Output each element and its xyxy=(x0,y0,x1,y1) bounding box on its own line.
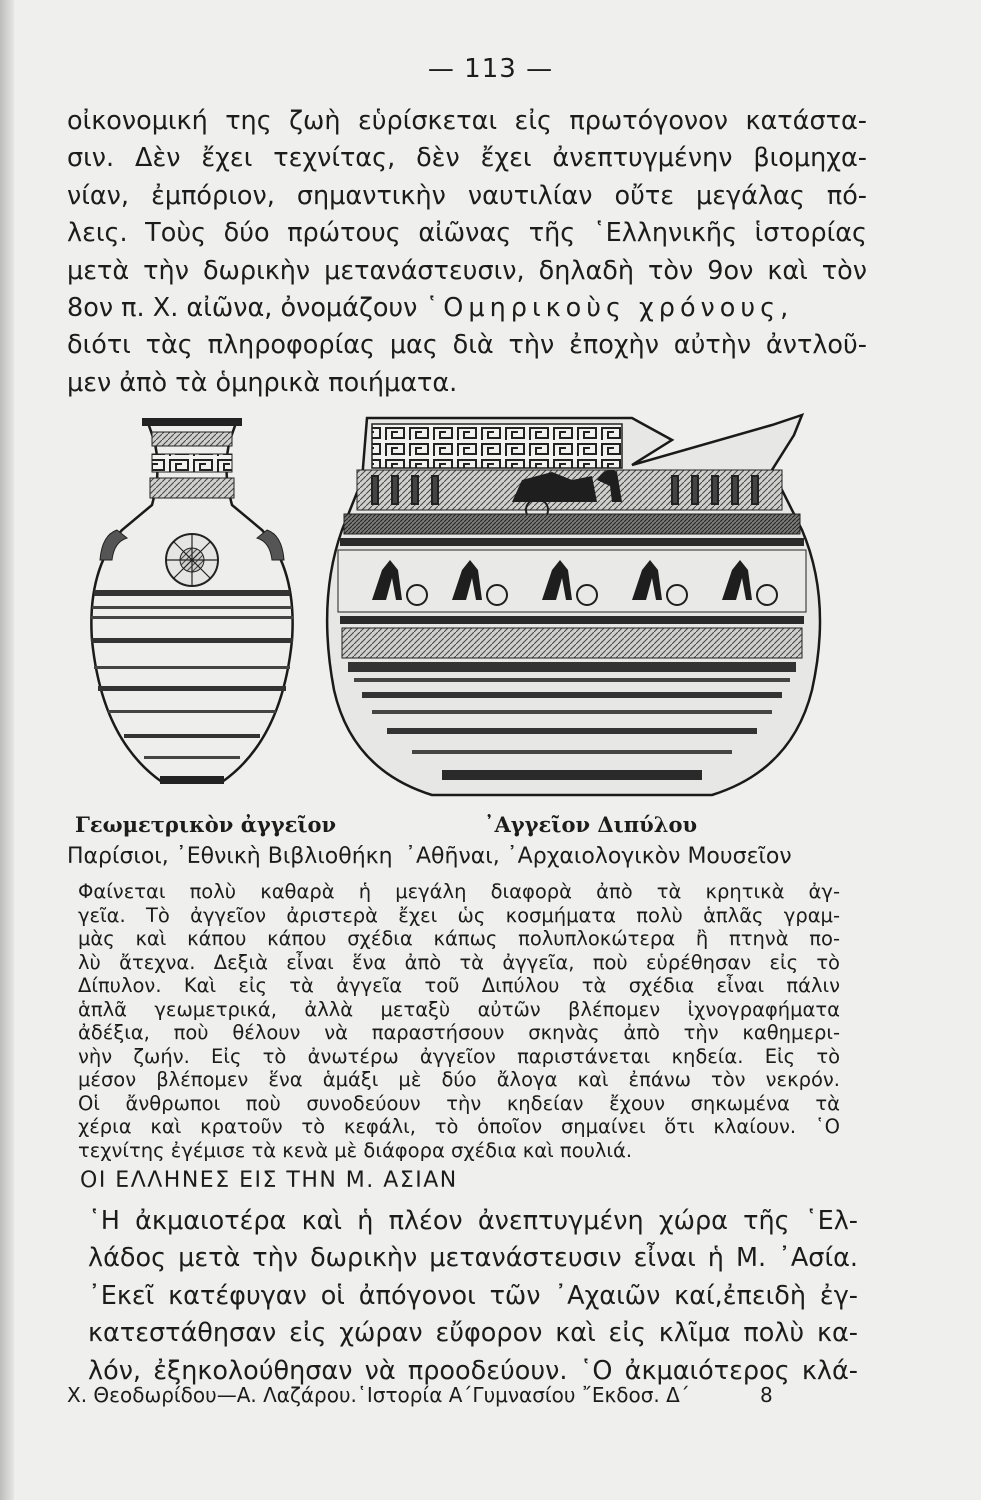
page-footer xyxy=(67,1383,847,1407)
text-line: οἰκονομική της ζωὴ εὑρίσκεται εἰς πρωτόγονον κατάστα- xyxy=(67,106,867,136)
signature-number: 8 xyxy=(760,1383,773,1407)
geometric-amphora-drawing xyxy=(91,418,293,784)
page-edge-shadow xyxy=(0,0,14,1500)
text-line: σιν. Δὲν ἔχει τεχνίτας, δὲν ἔχει ἀνεπτυγμένην βιομηχα- xyxy=(67,143,867,174)
description-line: γεῖα. Τὸ ἀγγεῖον ἀριστερὰ ἔχει ὡς κοσμήματα πολὺ ἁπλᾶς γραμ- xyxy=(78,903,840,927)
text-line: λόν, ἐξηκολούθησαν νὰ προοδεύουν. ῾Ο ἀκμαιότερος κλά- xyxy=(88,1355,858,1386)
text-line: νίαν, ἐμπόριον, σημαντικὴν ναυτιλίαν οὔτε μεγάλας πό- xyxy=(67,180,867,211)
text-line: κατεστάθησαν εἰς χώραν εὔφορον καὶ εἰς κλῖμα πολὺ κα- xyxy=(88,1318,858,1349)
description-line: μὰς καὶ κάπου κάπου σχέδια κάπως πολυπλοκώτερα ἢ πτηνὰ πο- xyxy=(78,927,840,950)
description-line: ἁπλᾶ γεωμετρικά, ἀλλὰ μεταξὺ αὐτῶν βλέπομεν ἰχνογραφήματα xyxy=(78,997,840,1021)
caption-right-place: ᾿Αθῆναι, ᾿Αρχαιολογικὸν Μουσεῖον xyxy=(405,844,792,869)
description-line: μέσον βλέπομεν ἕνα ἁμάξι μὲ δύο ἄλογα καὶ ἐπάνω τὸν νεκρόν. xyxy=(78,1068,840,1091)
section-heading: ΟΙ ΕΛΛΗΝΕΣ ΕΙΣ ΤΗΝ Μ. ΑΣΙΑΝ xyxy=(80,1168,458,1193)
description-line: τεχνίτης ἐγέμισε τὰ κενὰ μὲ διάφορα σχέδια καὶ πουλιά. xyxy=(78,1138,633,1162)
vases-illustration-svg xyxy=(72,410,852,810)
dipylon-krater-drawing xyxy=(327,415,820,795)
caption-left-place: Παρίσιοι, ᾿Εθνικὴ Βιβλιοθήκη xyxy=(67,844,393,869)
description-line: λὺ ἄτεχνα. Δεξιὰ εἶναι ἕνα ἀπὸ τὰ ἀγγεῖα, ποὺ εὑρέθησαν εἰς τὸ xyxy=(78,950,840,974)
text-line xyxy=(67,290,867,327)
description-line: ἀδέξια, ποὺ θέλουν νὰ παραστήσουν σκηνὰς ἀπὸ τὴν καθημερι- xyxy=(78,1021,840,1044)
text-line: ᾿Εκεῖ κατέφυγαν οἱ ἀπόγονοι τῶν ᾿Αχαιῶν καί,ἐπειδὴ ἐγ- xyxy=(88,1280,858,1311)
description-line: νὴν ζωήν. Εἰς τὸ ἀνωτέρω ἀγγεῖον παριστάνεται κηδεία. Εἰς τὸ xyxy=(78,1044,840,1068)
text-line: μεν ἀπὸ τὰ ὁμηρικὰ ποιήματα. xyxy=(67,367,458,398)
text-line: λάδος μετὰ τὴν δωρικὴν μετανάστευσιν εἶναι ἡ Μ. ᾿Ασία. xyxy=(88,1243,858,1274)
text-line: ῾Η ἀκμαιοτέρα καὶ ἡ πλέον ἀνεπτυγμένη χώρα τῆς ῾Ελ- xyxy=(88,1206,858,1236)
spaced-term: ῾Ομηρικοὺς χρόνους, xyxy=(425,293,794,324)
vases-illustration xyxy=(72,410,852,810)
text-line: μετὰ τὴν δωρικὴν μετανάστευσιν, δηλαδὴ τὸν 9ον καὶ τὸν xyxy=(67,255,867,286)
description-line: Δίπυλον. Καὶ εἰς τὰ ἀγγεῖα τοῦ Διπύλου τὰ σχέδια εἶναι πάλιν xyxy=(78,974,840,997)
page-number: — 113 — xyxy=(427,54,554,84)
figure-description xyxy=(78,880,840,1162)
paragraph-2 xyxy=(88,1203,858,1390)
text-line: λεις. Τοὺς δύο πρώτους αἰῶνας τῆς ῾Ελληνικῆς ἱστορίας xyxy=(67,218,867,249)
caption-right-title: ᾿Αγγεῖον Διπύλου xyxy=(484,812,698,837)
description-line: Οἱ ἄνθρωποι ποὺ συνοδεύουν τὴν κηδείαν ἔχουν σηκωμένα τὰ xyxy=(78,1091,840,1115)
description-line: Φαίνεται πολὺ καθαρὰ ἡ μεγάλη διαφορὰ ἀπὸ τὰ κρητικὰ ἀγ- xyxy=(78,880,840,903)
text-line: διότι τὰς πληροφορίας μας διὰ τὴν ἐποχὴν αὐτὴν ἀντλοῦ- xyxy=(67,330,867,361)
paragraph-1 xyxy=(67,103,867,402)
text-line-start: 8ον π. Χ. αἰῶνα, ὀνομάζουν xyxy=(67,293,426,324)
caption-left-title: Γεωμετρικὸν ἀγγεῖον xyxy=(75,812,337,837)
description-line: χέρια καὶ κρατοῦν τὸ κεφάλι, τὸ ὁποῖον σημαίνει ὅτι κλαίουν. ῾Ο xyxy=(78,1115,840,1138)
footer-citation: Χ. Θεοδωρίδου—Α. Λαζάρου.῾Ιστορία Α΄Γυμνασίου ῎Εκδοσ. Δ΄ xyxy=(67,1383,690,1407)
